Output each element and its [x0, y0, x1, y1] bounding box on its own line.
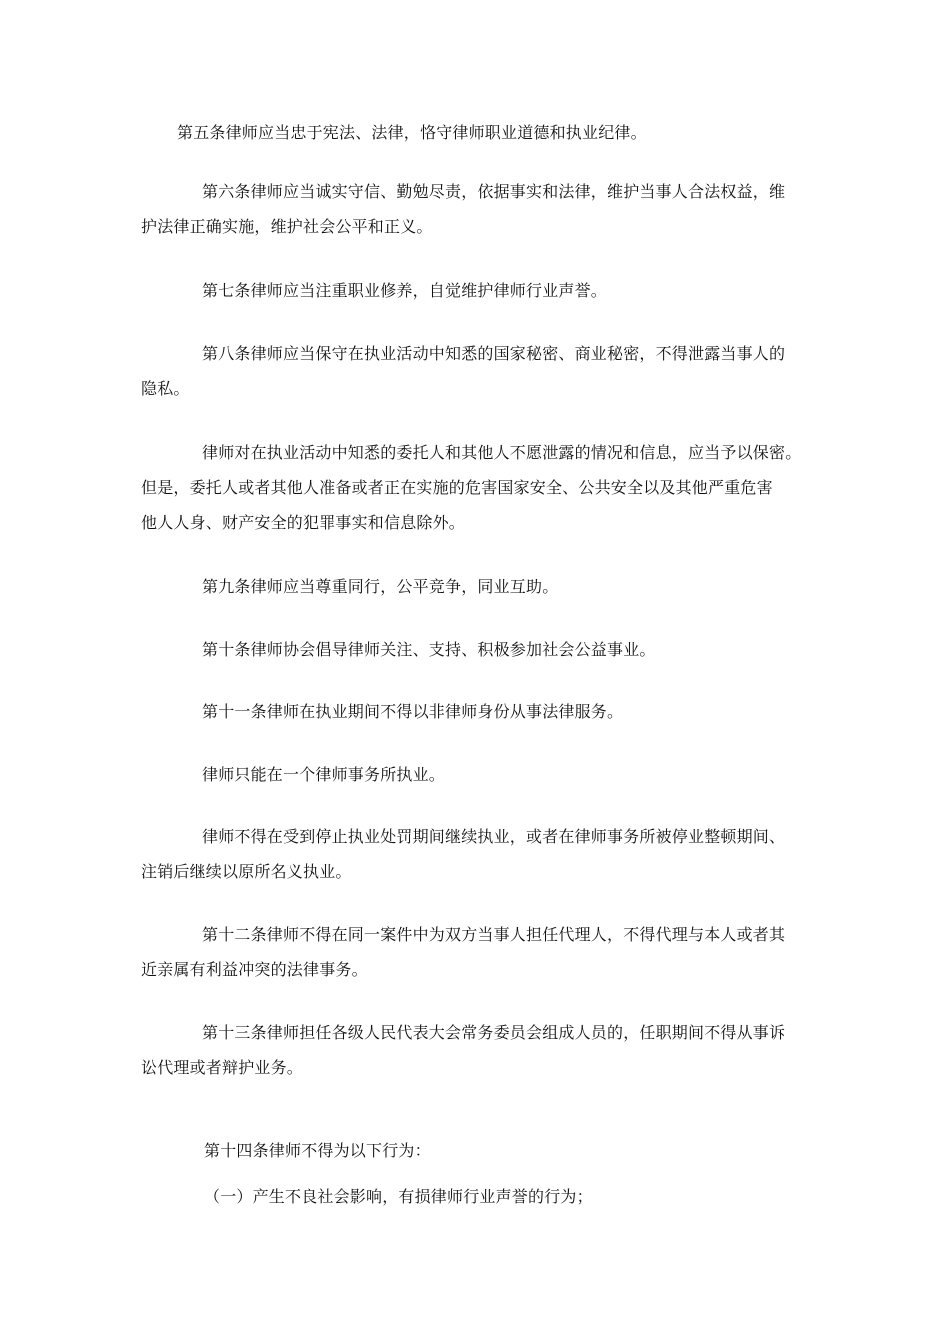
paragraph-article-11-line-1: 第十一条律师在执业期间不得以非律师身份从事法律服务。 [202, 702, 624, 721]
paragraph-confidentiality-line-3: 他人人身、财产安全的犯罪事实和信息除外。 [141, 513, 466, 532]
paragraph-article-13-line-2: 讼代理或者辩护业务。 [141, 1058, 304, 1077]
paragraph-article-6-line-1: 第六条律师应当诚实守信、勤勉尽责，依据事实和法律，维护当事人合法权益，维 [202, 182, 786, 201]
paragraph-article-14-line-1: 第十四条律师不得为以下行为： [204, 1141, 431, 1160]
paragraph-article-7-line-1: 第七条律师应当注重职业修养，自觉维护律师行业声誉。 [202, 281, 608, 300]
paragraph-confidentiality-line-2: 但是，委托人或者其他人准备或者正在实施的危害国家安全、公共安全以及其他严重危害 [141, 478, 773, 497]
paragraph-article-6-line-2: 护法律正确实施，维护社会公平和正义。 [141, 217, 433, 236]
paragraph-confidentiality-line-1: 律师对在执业活动中知悉的委托人和其他人不愿泄露的情况和信息，应当予以保密。 [202, 443, 802, 462]
paragraph-article-8-line-1: 第八条律师应当保守在执业活动中知悉的国家秘密、商业秘密，不得泄露当事人的 [202, 344, 786, 363]
paragraph-suspension-line-1: 律师不得在受到停止执业处罚期间继续执业，或者在律师事务所被停业整顿期间、 [202, 827, 786, 846]
paragraph-article-10-line-1: 第十条律师协会倡导律师关注、支持、积极参加社会公益事业。 [202, 640, 656, 659]
paragraph-article-5-line-1: 第五条律师应当忠于宪法、法律，恪守律师职业道德和执业纪律。 [177, 123, 647, 142]
paragraph-article-12-line-1: 第十二条律师不得在同一案件中为双方当事人担任代理人，不得代理与本人或者其 [202, 925, 786, 944]
paragraph-article-13-line-1: 第十三条律师担任各级人民代表大会常务委员会组成人员的，任职期间不得从事诉 [202, 1023, 786, 1042]
paragraph-single-firm-line-1: 律师只能在一个律师事务所执业。 [202, 765, 446, 784]
paragraph-article-14-item-1: （一）产生不良社会影响，有损律师行业声誉的行为； [204, 1187, 593, 1206]
paragraph-article-9-line-1: 第九条律师应当尊重同行，公平竞争，同业互助。 [202, 577, 559, 596]
paragraph-article-8-line-2: 隐私。 [141, 379, 190, 398]
paragraph-suspension-line-2: 注销后继续以原所名义执业。 [141, 862, 352, 881]
paragraph-article-12-line-2: 近亲属有利益冲突的法律事务。 [141, 960, 368, 979]
